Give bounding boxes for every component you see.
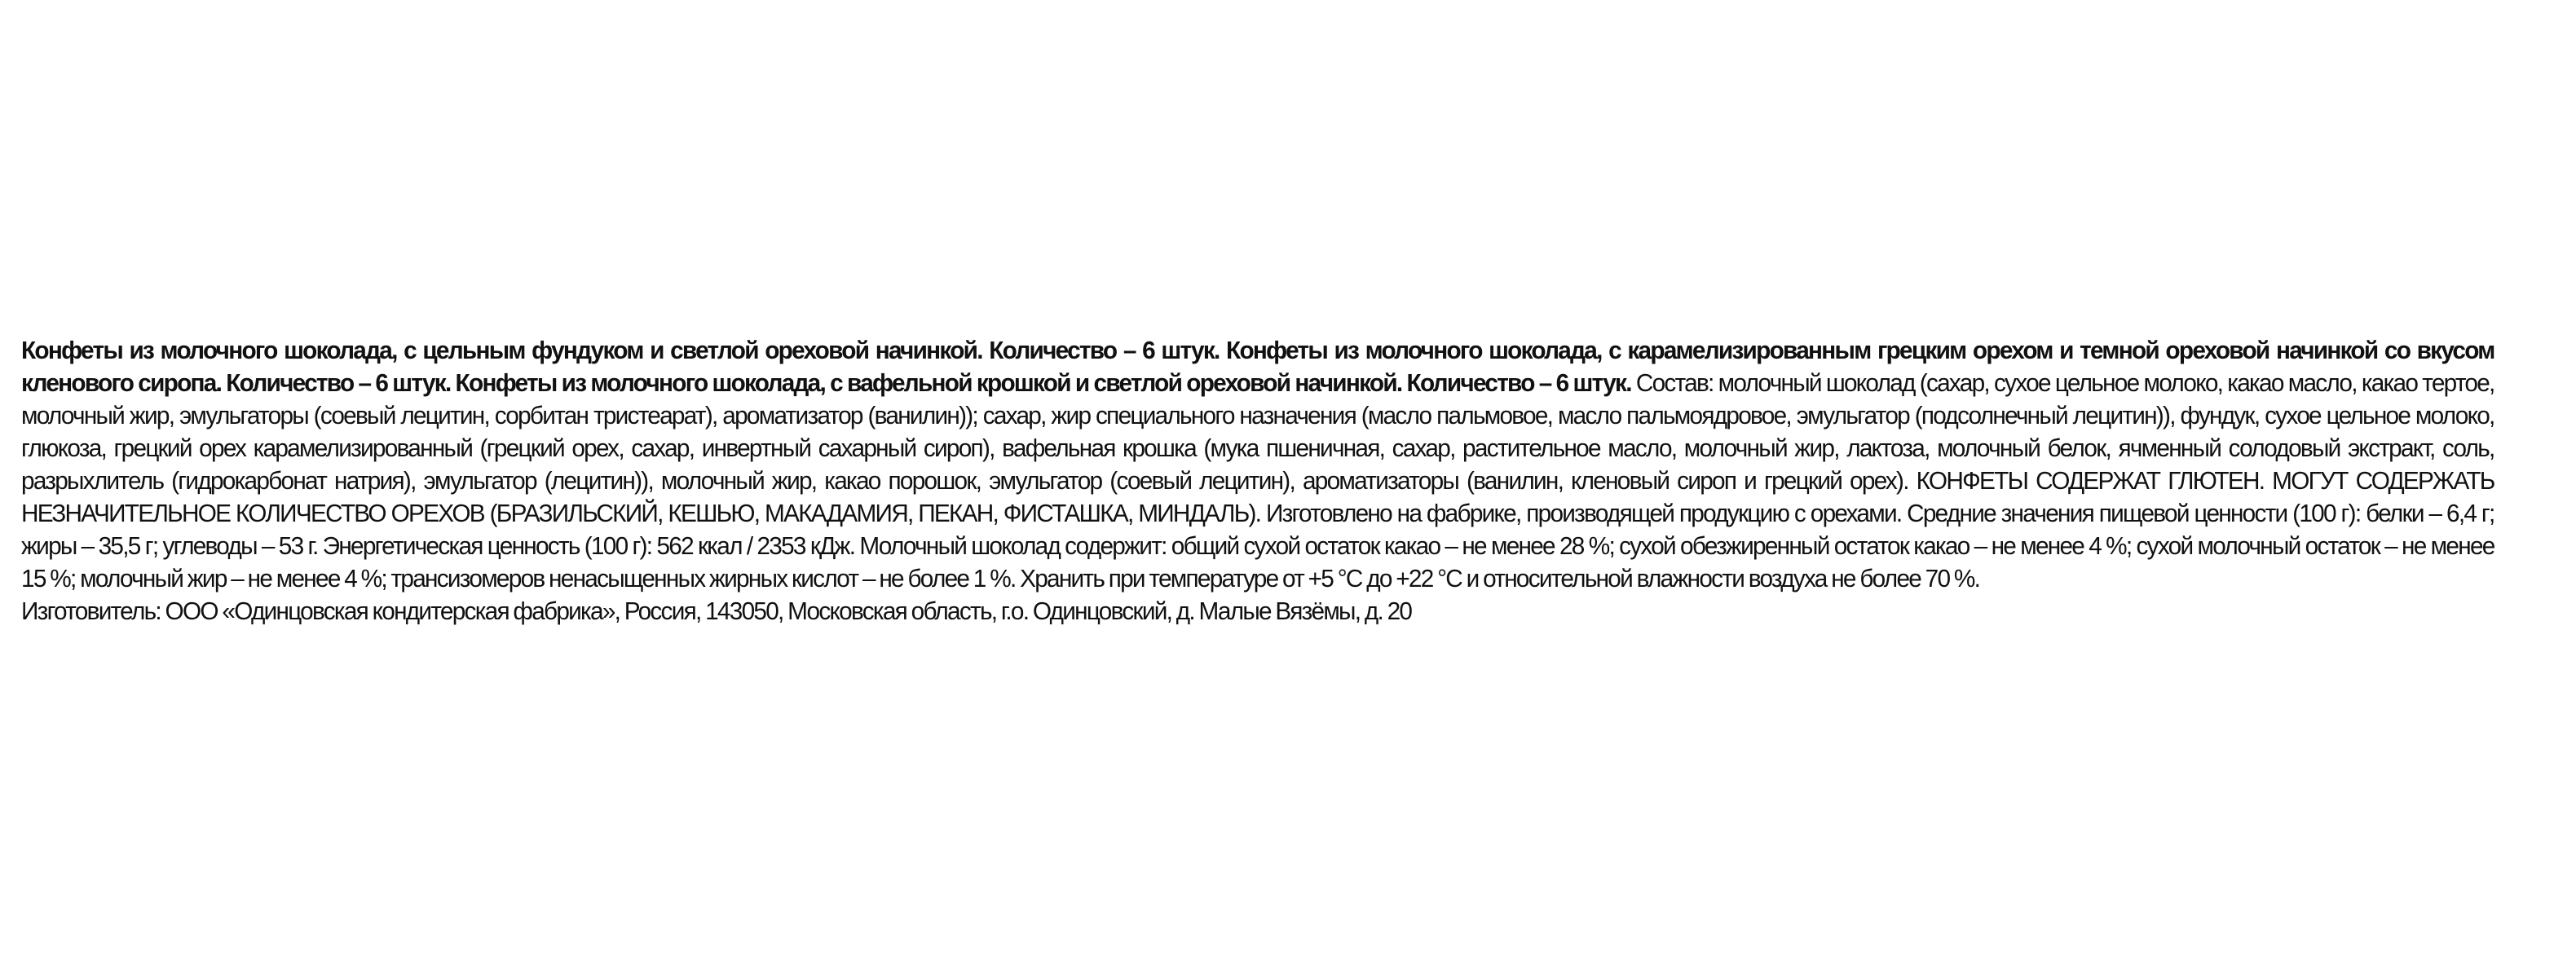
product-description: Конфеты из молочного шоколада, с цельным фундуком и светлой ореховой начинкой. Количество – 6 штук. Конфеты из молочного шоколада, с карамелизированным грецким орехом и темной ореховой начинкой со вкусом кленового сиропа. Количество – 6 штук. Конфеты из молочного шоколада, с вафельной крошкой и светлой ореховой начинкой. Количество – 6 штук. xyxy=(21,336,2494,397)
manufacturer-info: Изготовитель: ООО «Одинцовская кондитерская фабрика», Россия, 143050, Московская область, г.о. Одинцовский, д. Малые Вязёмы, д. 20 xyxy=(21,597,1412,625)
product-label-paragraph xyxy=(21,334,2494,595)
product-label-text xyxy=(21,334,2576,628)
composition-text: Состав: молочный шоколад (сахар, сухое цельное молоко, какао масло, какао тертое, молочный жир, эмульгаторы (соевый лецитин, сорбитан тристеарат), ароматизатор (ванилин)); сахар, жир специального назначения (масло пальмовое, масло пальмоядровое, эмульгатор (подсолнечный лецитин)), фундук, сухое цельное молоко, глюкоза, грецкий орех карамелизированный (грецкий орех, сахар, инвертный сахарный сироп), вафельная крошка (мука пшеничная, сахар, растительное масло, молочный жир, лактоза, молочный белок, ячменный солодовый экстракт, соль, разрыхлитель (гидрокарбонат натрия), эмульгатор (лецитин)), молочный жир, какао порошок, эмульгатор (соевый лецитин), ароматизаторы (ванилин, кленовый сироп и грецкий орех). КОНФЕТЫ СОДЕРЖАТ ГЛЮТЕН. МОГУТ СОДЕРЖАТЬ НЕЗНАЧИТЕЛЬНОЕ КОЛИЧЕСТВО ОРЕХОВ (БРАЗИЛЬСКИЙ, КЕШЬЮ, МАКАДАМИЯ, ПЕКАН, ФИСТАШКА, МИНДАЛЬ). Изготовлено на фабрике, производящей продукцию с орехами. Средние значения пищевой ценности (100 г): белки – 6,4 г; жиры – 35,5 г; углеводы – 53 г. Энергетическая ценность (100 г): 562 ккал / 2353 кДж. Молочный шоколад содержит: общий сухой остаток какао – не менее 28 %; сухой обезжиренный остаток какао – не менее 4 %; сухой молочный остаток – не менее 15 %; молочный жир – не менее 4 %; трансизомеров ненасыщенных жирных кислот – не более 1 %. Хранить при температуре от +5 °С до +22 °С и относительной влажности воздуха не более 70 %. xyxy=(21,368,2494,593)
